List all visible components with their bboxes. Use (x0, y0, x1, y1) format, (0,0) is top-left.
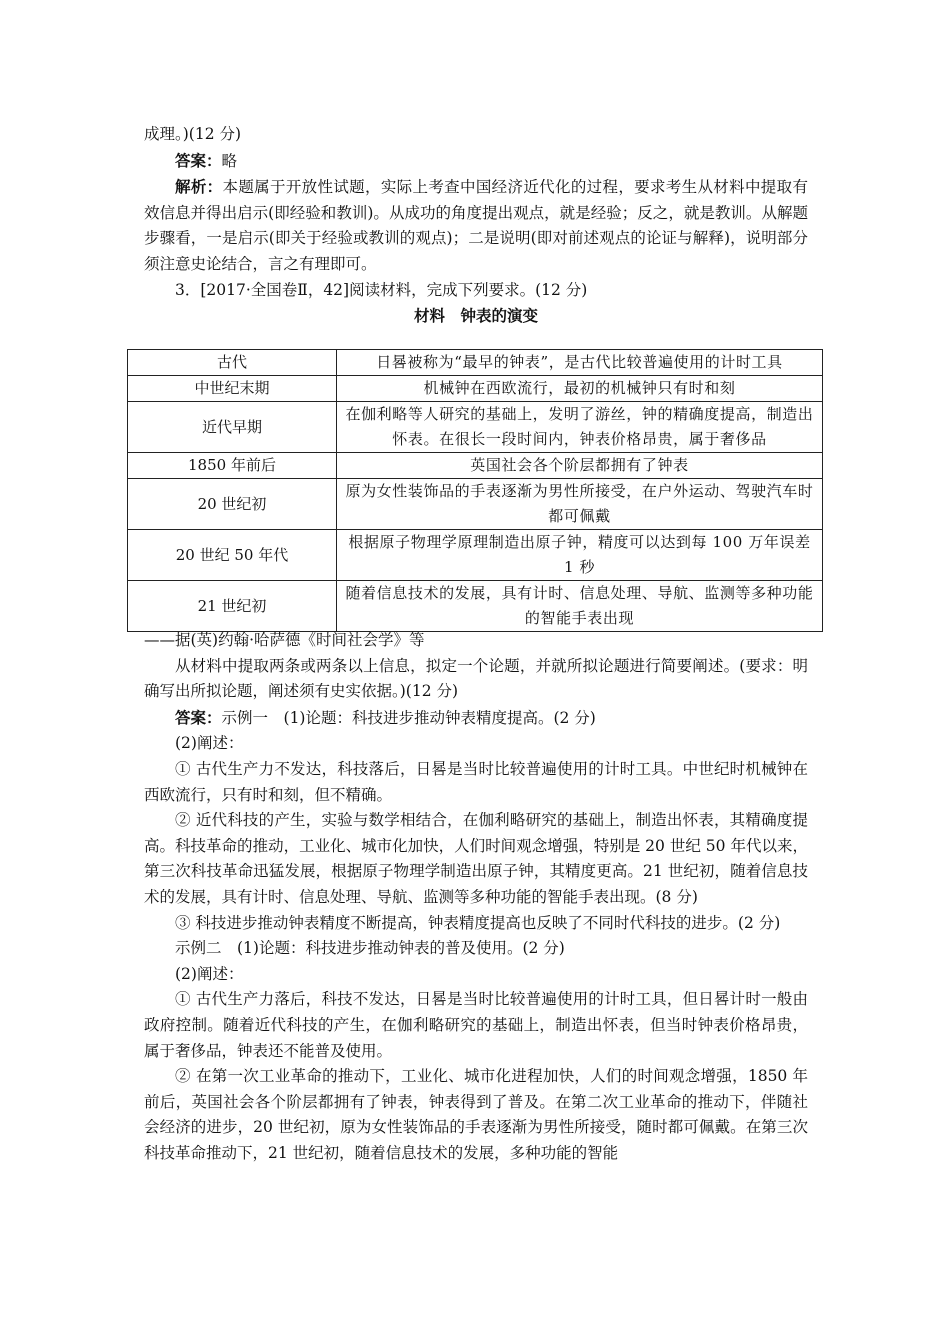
prev-question-tail: 成理。)(12 分) (144, 125, 242, 143)
analysis (144, 174, 808, 277)
material-source: ——据(英)约翰·哈萨德《时间社会学》等 (144, 631, 425, 649)
era-cell: 20 世纪初 (128, 479, 337, 530)
analysis-label: 解析： (175, 177, 223, 197)
clock-evolution-table (127, 349, 823, 632)
example-1-point-3: ③ 科技进步推动钟表精度不断提高，钟表精度提高也反映了不同时代科技的进步。(2 分) (175, 913, 781, 932)
answer-1 (144, 148, 808, 175)
example-2-point-2: ② 在第一次工业革命的推动下，工业化、城市化进程加快，人们的时间观念增强，1850 年前后，英国社会各个阶层都拥有了钟表，钟表得到了普及。在第二次工业革命的推动下，伴随社会经济的进步，20 世纪初，原为女性装饰品的手表逐渐为男性所接受，随时都可佩戴。在第三次科技革命推动下，21 世纪初，随着信息技术的发展，多种功能的智能 (144, 1067, 808, 1162)
answer-section (144, 628, 808, 1166)
desc-cell: 机械钟在西欧流行，最初的机械钟只有时和刻 (337, 376, 823, 402)
era-cell: 1850 年前后 (128, 453, 337, 479)
desc-cell: 根据原子物理学原理制造出原子钟，精度可以达到每 100 万年误差 1 秒 (337, 530, 823, 581)
answer-label: 答案： (175, 150, 222, 170)
desc-cell: 英国社会各个阶层都拥有了钟表 (337, 453, 823, 479)
example-2-topic: 示例二 (1)论题：科技进步推动钟表的普及使用。(2 分) (175, 939, 565, 958)
task-text: 从材料中提取两条或两条以上信息，拟定一个论题，并就所拟论题进行简要阐述。(要求：明确写出所拟论题，阐述须有史实依据。)(12 分) (144, 656, 808, 701)
example-2-point-1: ① 古代生产力落后，科技不发达，日晷是当时比较普遍使用的计时工具，但日晷计时一般由政府控制。随着近代科技的产生，在伽利略研究的基础上，制造出怀表，但当时钟表价格昂贵，属于奢侈品，钟表还不能普及使用。 (144, 990, 808, 1060)
table-row (128, 350, 823, 376)
era-cell: 古代 (128, 350, 337, 376)
table-row (128, 479, 823, 530)
table-row (128, 453, 823, 479)
example-1-point-1: ① 古代生产力不发达，科技落后，日晷是当时比较普遍使用的计时工具。中世纪时机械钟在西欧流行，只有时和刻，但不精确。 (144, 759, 808, 804)
table-row (128, 402, 823, 453)
desc-cell: 日晷被称为“最早的钟表”，是古代比较普遍使用的计时工具 (337, 350, 823, 376)
material-title: 材料 钟表的演变 (413, 306, 538, 326)
era-cell: 近代早期 (128, 402, 337, 453)
question-3: 3．[2017·全国卷Ⅱ，42]阅读材料，完成下列要求。(12 分) (175, 280, 588, 299)
analysis-text: 本题属于开放性试题，实际上考查中国经济近代化的过程，要求考生从材料中提取有效信息并得出启示(即经验和教训)。从成功的角度提出观点，就是经验；反之，就是教训。从解题步骤看，一是启示(即关于经验或教训的观点)；二是说明(即对前述观点的论证与解释)，说明部分须注意史论结合，言之有理即可。 (144, 178, 808, 273)
table-row (128, 581, 823, 632)
era-cell: 中世纪末期 (128, 376, 337, 402)
desc-cell: 在伽利略等人研究的基础上，发明了游丝，钟的精确度提高，制造出怀表。在很长一段时间内，钟表价格昂贵，属于奢侈品 (337, 402, 823, 453)
desc-cell: 原为女性装饰品的手表逐渐为男性所接受，在户外运动、驾驶汽车时都可佩戴 (337, 479, 823, 530)
answer-label: 答案： (175, 707, 222, 727)
answer-text: 略 (221, 151, 238, 170)
table-row (128, 376, 823, 402)
era-cell: 21 世纪初 (128, 581, 337, 632)
example-1-heading: (2)阐述： (175, 734, 244, 753)
example-1-point-2: ② 近代科技的产生，实验与数学相结合，在伽利略研究的基础上，制造出怀表，其精确度提高。科技革命的推动，工业化、城市化加快，人们时间观念增强，特别是 20 世纪 50 年代以来，第三次科技革命迅猛发展，根据原子物理学制造出原子钟，其精度更高。21 世纪初，随着信息技术的发展，具有计时、信息处理、导航、监测等多种功能的智能手表出现。(8 分) (144, 811, 808, 906)
desc-cell: 随着信息技术的发展，具有计时、信息处理、导航、监测等多种功能的智能手表出现 (337, 581, 823, 632)
table-row (128, 530, 823, 581)
top-section (144, 122, 808, 329)
example-1-topic (144, 705, 808, 732)
era-cell: 20 世纪 50 年代 (128, 530, 337, 581)
example-2-heading: (2)阐述： (175, 964, 244, 983)
example-1-topic-text: 示例一 (1)论题：科技进步推动钟表精度提高。(2 分) (221, 708, 596, 727)
